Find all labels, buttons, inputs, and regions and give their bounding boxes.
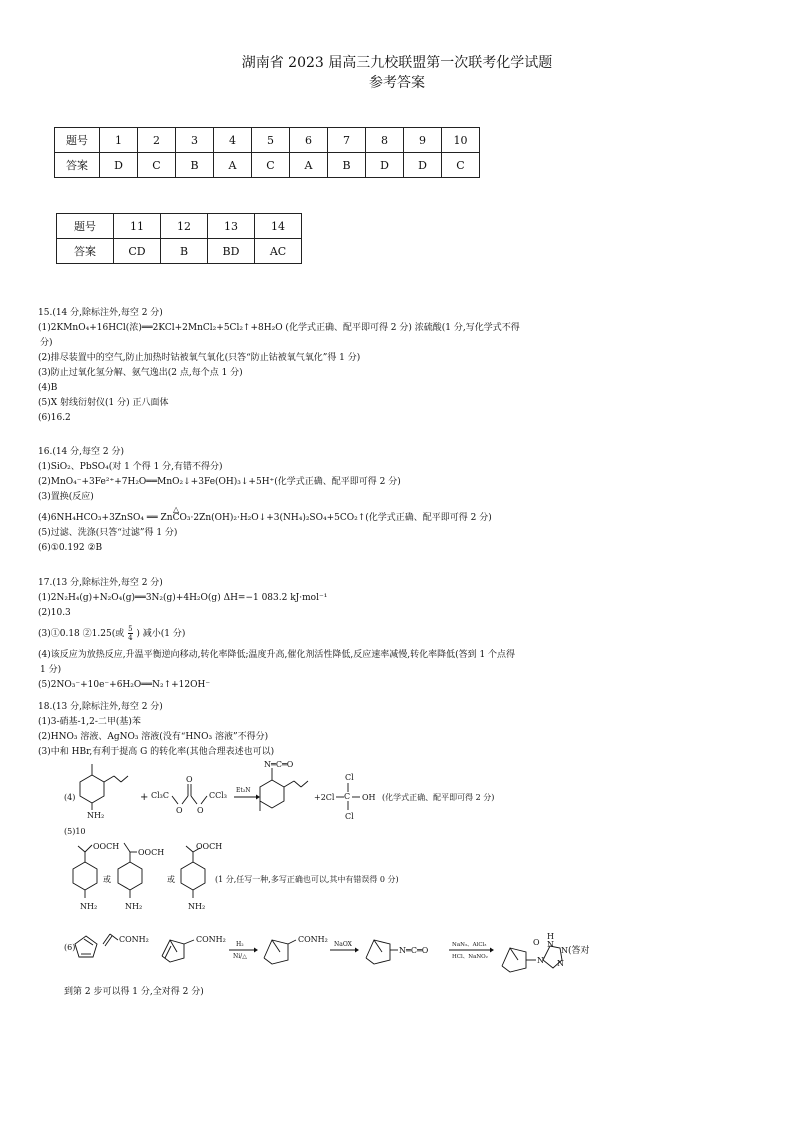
norbornyl-tetrazolone bbox=[502, 946, 562, 972]
nh2-label: NH₂ bbox=[80, 902, 98, 911]
table-cell: C bbox=[138, 153, 176, 178]
isomer-3 bbox=[181, 846, 205, 898]
ooch-label: OOCH bbox=[93, 842, 120, 851]
table-cell: 9 bbox=[404, 128, 442, 153]
carbon-label: C bbox=[344, 792, 351, 801]
arrow-head bbox=[490, 948, 494, 953]
cyclopentadiene bbox=[75, 936, 97, 957]
isomer-1 bbox=[73, 845, 97, 898]
or-label: 或 bbox=[103, 875, 111, 884]
oxygen-label: O bbox=[176, 806, 183, 815]
triphosgene-bonds bbox=[172, 784, 207, 804]
q18-p6-note-2: 到第 2 步可以得 1 分,全对得 2 分) bbox=[64, 987, 204, 997]
oxygen-label: O bbox=[197, 806, 204, 815]
conh2-label: CONH₂ bbox=[119, 935, 149, 944]
norbornane-amide bbox=[264, 940, 296, 964]
table-cell: 13 bbox=[208, 214, 255, 239]
q17-line: 17.(13 分,除标注外,每空 2 分) bbox=[38, 578, 163, 588]
table-cell: 11 bbox=[114, 214, 161, 239]
q16-line: 16.(14 分,每空 2 分) bbox=[38, 447, 124, 457]
table-cell: B bbox=[161, 239, 208, 264]
tetrazole-n: N bbox=[557, 959, 564, 968]
nh2-label: NH₂ bbox=[125, 902, 143, 911]
table-cell: C bbox=[252, 153, 290, 178]
conh2-label: CONH₂ bbox=[196, 935, 226, 944]
q15-line: (6)16.2 bbox=[38, 413, 71, 423]
q17-line: (3)①0.18 ②1.25(或 bbox=[38, 629, 125, 639]
reagent-2-label: HCl、NaNO₂ bbox=[452, 954, 488, 960]
q15-line: (4)B bbox=[38, 383, 58, 393]
tetrazole-h: H bbox=[547, 932, 554, 941]
table-cell: A bbox=[214, 153, 252, 178]
q16-line: (1)SiO₂、PbSO₄(对 1 个得 1 分,有错不得分) bbox=[38, 462, 223, 472]
q18-p6-label: (6) bbox=[64, 943, 76, 952]
q18-line: (1)3-硝基-1,2-二甲(基)苯 bbox=[38, 717, 141, 727]
table-cell: 8 bbox=[366, 128, 404, 153]
table-cell: D bbox=[404, 153, 442, 178]
table-cell: 1 bbox=[100, 128, 138, 153]
q18-p4-note: (化学式正确、配平即可得 2 分) bbox=[382, 793, 495, 802]
arrow-head bbox=[254, 948, 258, 953]
table-cell: D bbox=[366, 153, 404, 178]
table-cell: B bbox=[176, 153, 214, 178]
q17-line: ) 减小(1 分) bbox=[136, 629, 186, 639]
ccl3-label: CCl₃ bbox=[209, 791, 228, 800]
ooch-label: OOCH bbox=[138, 848, 165, 857]
q15-line: 分) bbox=[40, 338, 53, 348]
tetrazole-o: O bbox=[533, 938, 540, 947]
row-label: 题号 bbox=[57, 214, 114, 239]
heat-symbol: △ bbox=[173, 505, 180, 514]
row-label: 答案 bbox=[55, 153, 100, 178]
table-cell: AC bbox=[255, 239, 302, 264]
tetrazole-n: N bbox=[547, 940, 554, 949]
table-cell: A bbox=[290, 153, 328, 178]
q15-line: (5)X 射线衍射仪(1 分) 正八面体 bbox=[38, 398, 169, 408]
q18-line: (3)中和 HBr,有利于提高 G 的转化率(其他合理表述也可以) bbox=[38, 747, 275, 757]
q17-line: (2)10.3 bbox=[38, 608, 71, 618]
naox-label: NaOX bbox=[334, 941, 352, 948]
q16-line: (2)MnO₄⁻+3Fe²⁺+7H₂O══MnO₂↓+3Fe(OH)₃↓+5H⁺(化学式正确、配平即可得 2 分) bbox=[38, 477, 401, 487]
q17-line: 1 分) bbox=[40, 665, 62, 675]
cl-label: Cl bbox=[345, 812, 354, 821]
q15-line: (3)防止过氧化氢分解、氨气逸出(2 点,每个点 1 分) bbox=[38, 368, 243, 378]
tetrazole-n: N bbox=[537, 956, 544, 965]
table-cell: 2 bbox=[138, 128, 176, 153]
oxygen-label: O bbox=[186, 775, 193, 784]
q18-line: 18.(13 分,除标注外,每空 2 分) bbox=[38, 702, 163, 712]
table-cell: D bbox=[100, 153, 138, 178]
q16-line: (4)6NH₄HCO₃+3ZnSO₄ ══ ZnCO₃·2Zn(OH)₂·H₂O↓+3(NH₄)₂SO₄+5CO₂↑(化学式正确、配平即可得 2 分) bbox=[38, 513, 492, 523]
cl-label: Cl bbox=[345, 773, 354, 782]
table-cell: 14 bbox=[255, 214, 302, 239]
arrow-head bbox=[355, 948, 359, 953]
q16-line: (3)置换(反应) bbox=[38, 492, 94, 502]
reagent-label: Et₃N bbox=[236, 787, 251, 794]
plus-2cl: +2Cl bbox=[314, 793, 335, 802]
q18-line: (2)HNO₃ 溶液、AgNO₃ 溶液(没有“HNO₃ 溶液”不得分) bbox=[38, 732, 269, 742]
q17-line: (5)2NO₃⁻+10e⁻+6H₂O══N₂↑+12OH⁻ bbox=[38, 680, 211, 690]
table-cell: 4 bbox=[214, 128, 252, 153]
acrylamide bbox=[103, 934, 118, 946]
norbornyl-isocyanate bbox=[366, 940, 398, 964]
table-cell: CD bbox=[114, 239, 161, 264]
table-cell: 3 bbox=[176, 128, 214, 153]
table-cell: 12 bbox=[161, 214, 208, 239]
table-cell: BD bbox=[208, 239, 255, 264]
q15-line: (1)2KMnO₄+16HCl(浓)══2KCl+2MnCl₂+5Cl₂↑+8H₂O (化学式正确、配平即可得 2 分) 浓硫酸(1 分,写化学式不得 bbox=[38, 323, 520, 333]
cl3c-label: Cl₃C bbox=[151, 791, 170, 800]
ooch-label: OOCH bbox=[196, 842, 223, 851]
table-cell: C bbox=[442, 153, 480, 178]
catalyst-label: Ni/△ bbox=[233, 953, 247, 960]
q18-p5-label: (5)10 bbox=[64, 827, 86, 836]
norbornene-amide bbox=[162, 940, 194, 962]
table-cell: B bbox=[328, 153, 366, 178]
table-cell: 5 bbox=[252, 128, 290, 153]
q18-p4-label: (4) bbox=[64, 793, 76, 802]
q17-line: (4)该反应为放热反应,升温平衡逆向移动,转化率降低;温度升高,催化剂活性降低,反应速率减慢,转化率降低(答到 1 个点得 bbox=[38, 650, 516, 660]
q15-line: (2)排尽装置中的空气,防止加热时钴被氧气氧化(只答“防止钴被氧气氧化”得 1 分) bbox=[38, 353, 361, 363]
fraction-numerator: 5 bbox=[128, 625, 133, 633]
q18-p5-note: (1 分,任写一种,多写正确也可以,其中有错误得 0 分) bbox=[215, 875, 399, 884]
conh2-label: CONH₂ bbox=[298, 935, 328, 944]
nco-label: N═C═O bbox=[264, 760, 294, 769]
table-cell: 6 bbox=[290, 128, 328, 153]
benzene-ring-reactant bbox=[80, 764, 128, 810]
plus-sign: + bbox=[140, 792, 149, 803]
nco-label: N═C═O bbox=[399, 946, 429, 955]
oh-label: OH bbox=[362, 793, 376, 802]
benzene-ring-product bbox=[260, 768, 308, 811]
q17-line: (1)2N₂H₄(g)+N₂O₄(g)══3N₂(g)+4H₂O(g) ΔH=−1 083.2 kJ·mol⁻¹ bbox=[38, 593, 328, 603]
table-cell: 10 bbox=[442, 128, 480, 153]
q18-p6-note: (答对 bbox=[568, 946, 590, 956]
page-title: 湖南省 2023 届高三九校联盟第一次联考化学试题 bbox=[241, 55, 553, 71]
nh2-label: NH₂ bbox=[87, 811, 105, 820]
q16-line: (6)①0.192 ②B bbox=[38, 543, 103, 553]
q16-line: (5)过滤、洗涤(只答“过滤”得 1 分) bbox=[38, 528, 178, 538]
q15-line: 15.(14 分,除标注外,每空 2 分) bbox=[38, 308, 163, 318]
nh2-label: NH₂ bbox=[188, 902, 206, 911]
tetrazole-n: N bbox=[561, 946, 568, 955]
or-label: 或 bbox=[167, 875, 175, 884]
page-subtitle: 参考答案 bbox=[369, 75, 425, 91]
table-cell: 7 bbox=[328, 128, 366, 153]
row-label: 题号 bbox=[55, 128, 100, 153]
reagent-1-label: NaN₃、AlCl₃ bbox=[452, 942, 487, 948]
h2-label: H₂ bbox=[236, 941, 244, 948]
fraction-denominator: 4 bbox=[128, 634, 133, 642]
row-label: 答案 bbox=[57, 239, 114, 264]
arrow-head bbox=[256, 795, 260, 800]
